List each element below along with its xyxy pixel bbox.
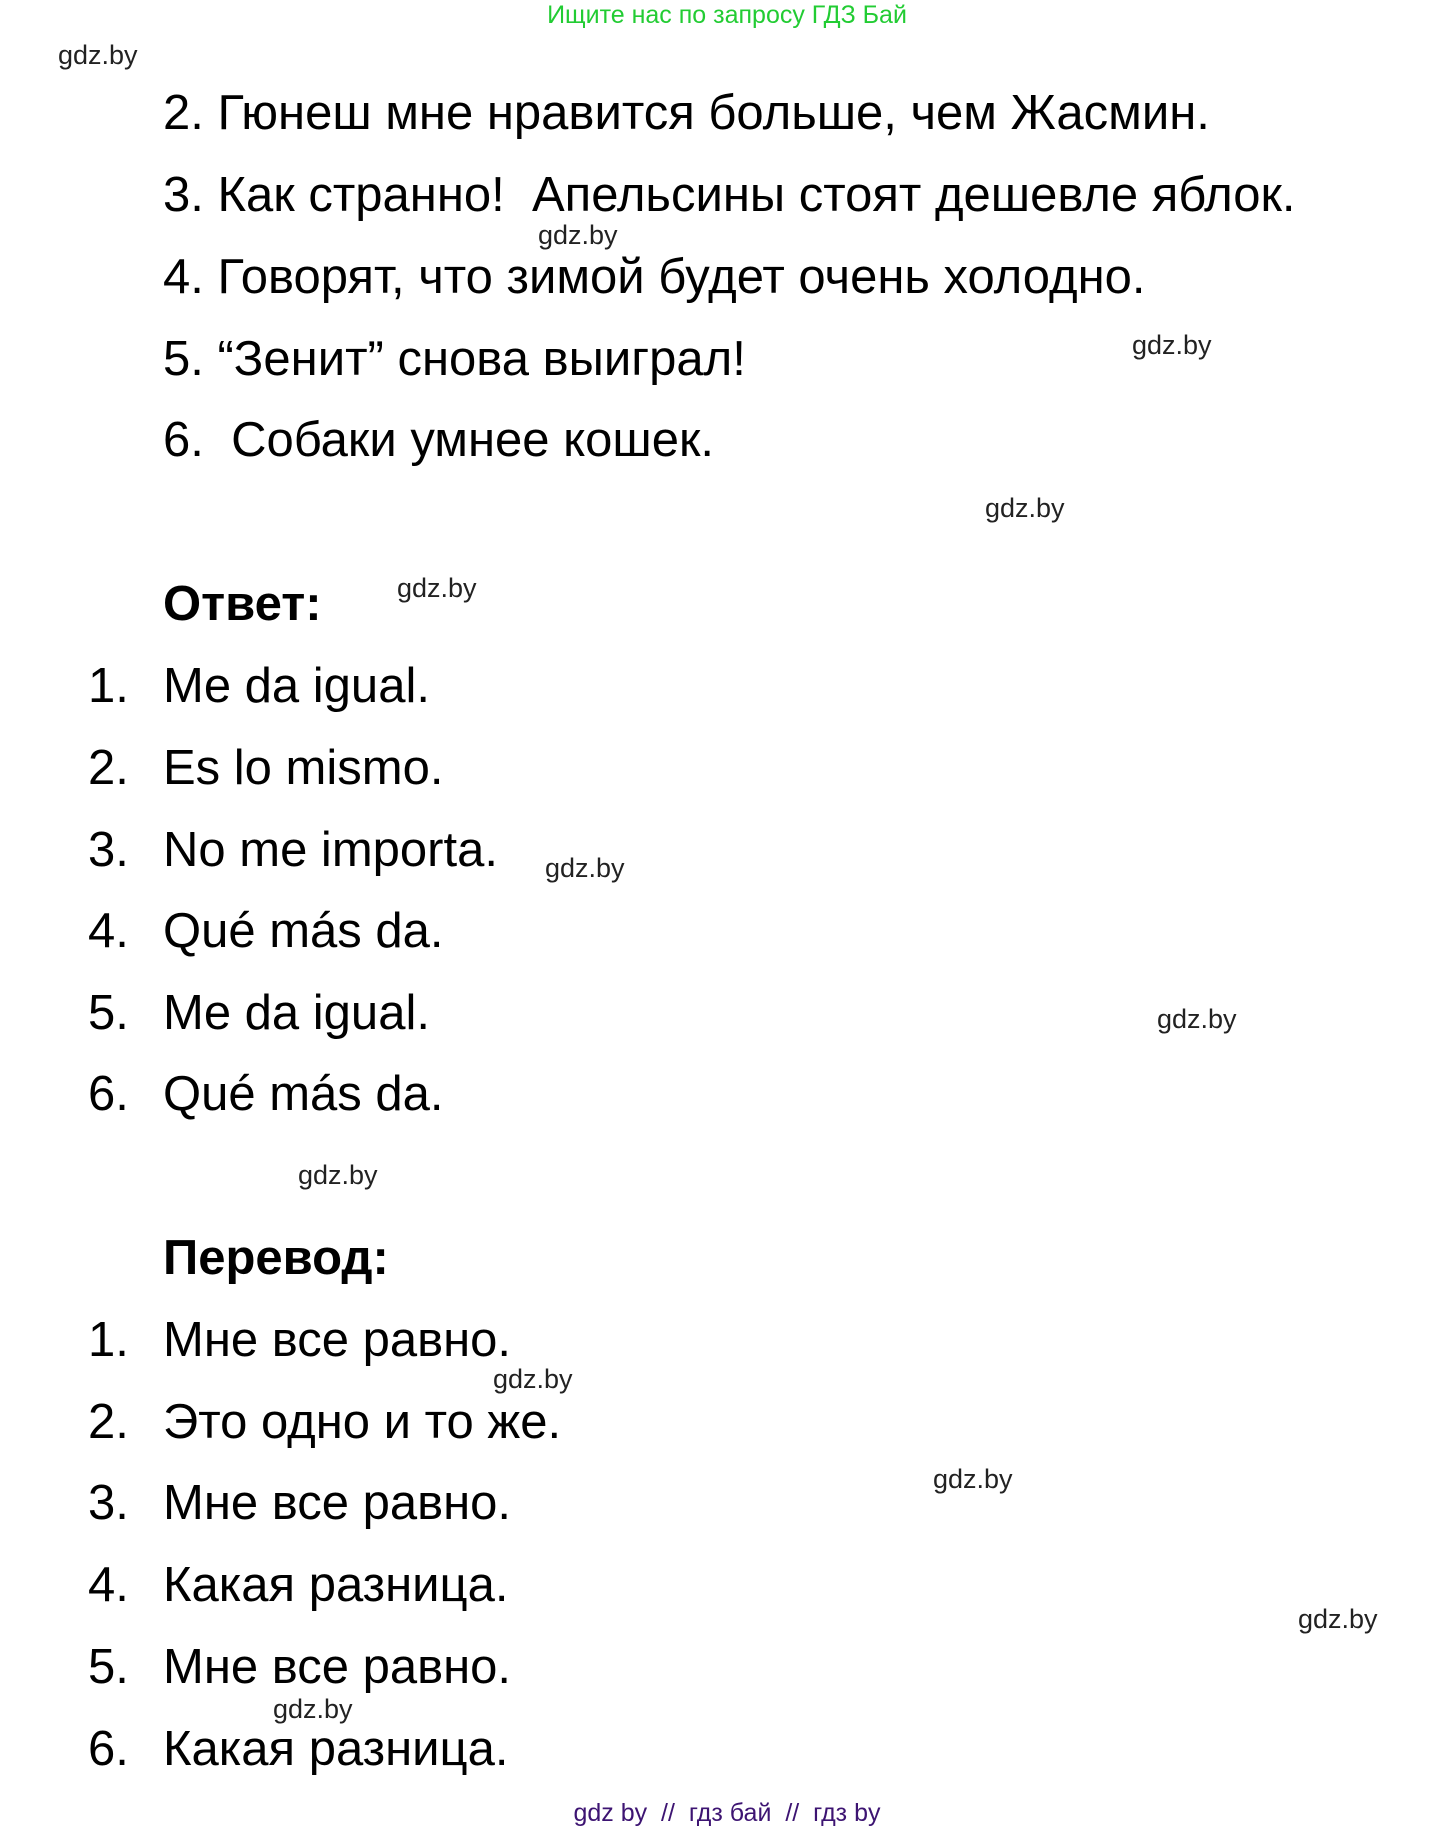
watermark: gdz.by <box>1157 1004 1237 1034</box>
translation-heading: Перевод: <box>163 1231 389 1285</box>
translation-text: Какая разница. <box>163 1558 509 1612</box>
translation-number: 2. <box>88 1395 129 1449</box>
translation-text: Это одно и то же. <box>163 1395 562 1449</box>
exercise-line: 5. “Зенит” снова выиграл! <box>163 332 746 386</box>
exercise-line: 3. Как странно! Апельсины стоят дешевле яблок. <box>163 168 1296 222</box>
translation-number: 6. <box>88 1722 129 1776</box>
watermark: gdz.by <box>493 1364 573 1394</box>
answer-number: 6. <box>88 1067 129 1121</box>
answer-text: Qué más da. <box>163 1067 444 1121</box>
translation-number: 5. <box>88 1640 129 1694</box>
watermark: gdz.by <box>397 573 477 603</box>
exercise-line: 2. Гюнеш мне нравится больше, чем Жасмин. <box>163 86 1210 140</box>
answer-text: Me da igual. <box>163 659 430 713</box>
watermark: gdz.by <box>298 1160 378 1190</box>
answer-text: Es lo mismo. <box>163 741 444 795</box>
translation-text: Мне все равно. <box>163 1476 512 1530</box>
watermark: gdz.by <box>273 1694 353 1724</box>
search-hint-banner: Ищите нас по запросу ГДЗ Бай <box>547 1 907 29</box>
watermark: gdz.by <box>985 493 1065 523</box>
watermark: gdz.by <box>933 1464 1013 1494</box>
answer-text: Qué más da. <box>163 904 444 958</box>
exercise-line: 6. Собаки умнее кошек. <box>163 413 715 467</box>
answer-text: No me importa. <box>163 823 498 877</box>
translation-text: Мне все равно. <box>163 1313 512 1367</box>
answer-text: Me da igual. <box>163 986 430 1040</box>
watermark: gdz.by <box>538 220 618 250</box>
translation-number: 1. <box>88 1313 129 1367</box>
answer-number: 1. <box>88 659 129 713</box>
answer-number: 5. <box>88 986 129 1040</box>
translation-number: 3. <box>88 1476 129 1530</box>
answer-number: 2. <box>88 741 129 795</box>
answer-number: 3. <box>88 823 129 877</box>
watermark: gdz.by <box>1298 1604 1378 1634</box>
exercise-line: 4. Говорят, что зимой будет очень холодно. <box>163 250 1146 304</box>
answer-number: 4. <box>88 904 129 958</box>
watermark: gdz.by <box>58 40 138 70</box>
answer-heading: Ответ: <box>163 577 322 631</box>
footer-links: gdz by // гдз бай // гдз by <box>573 1799 881 1827</box>
watermark: gdz.by <box>1132 330 1212 360</box>
translation-number: 4. <box>88 1558 129 1612</box>
translation-text: Мне все равно. <box>163 1640 512 1694</box>
watermark: gdz.by <box>545 853 625 883</box>
translation-text: Какая разница. <box>163 1722 509 1776</box>
